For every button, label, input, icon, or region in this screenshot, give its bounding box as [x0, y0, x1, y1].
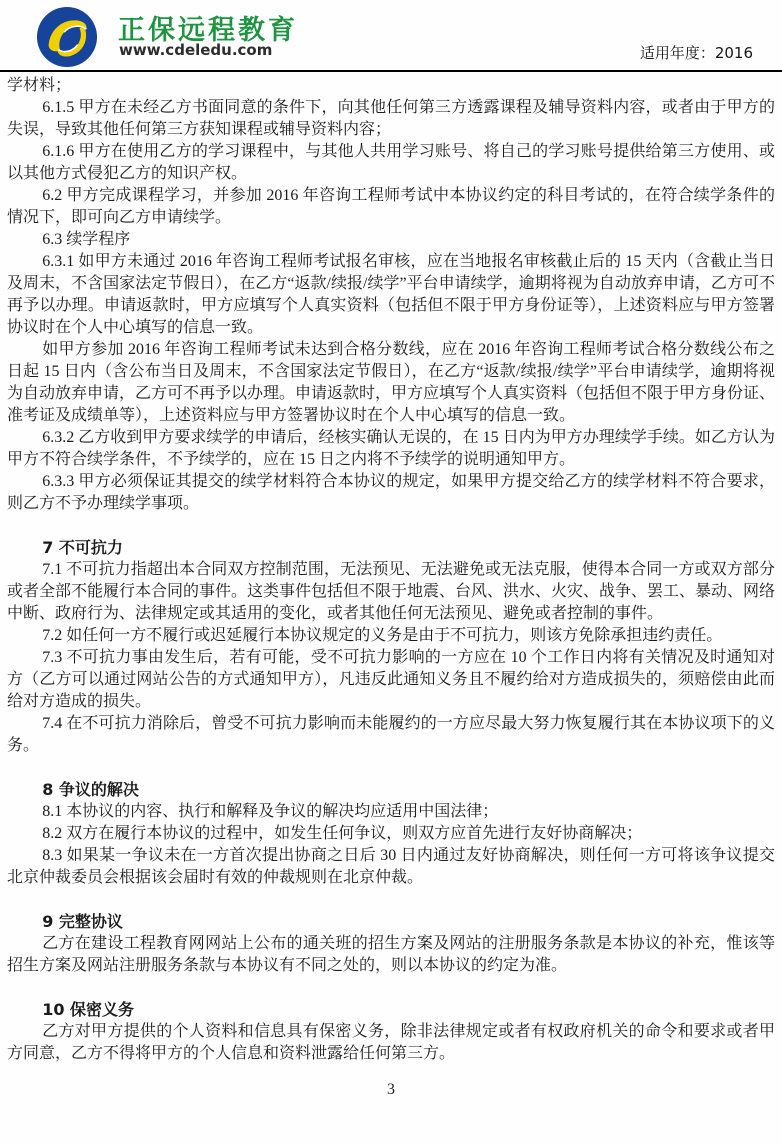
- brand-swirl-logo-icon: [36, 6, 98, 68]
- paragraph: 6.1.6 甲方在使用乙方的学习课程中，与其他人共用学习账号、将自己的学习账号提供给第三方使用、或以其他方式侵犯乙方的知识产权。: [7, 143, 775, 182]
- paragraph: 6.3.3 甲方必须保证其提交的续学材料符合本协议的规定，如果甲方提交给乙方的续学材料不符合要求，则乙方不予办理续学事项。: [7, 473, 775, 512]
- page-number: 3: [387, 1081, 395, 1098]
- paragraph: 乙方在建设工程教育网网站上公布的通关班的招生方案及网站的注册服务条款是本协议的补充，惟该等招生方案及网站注册服务条款与本协议有不同之处的，则以本协议的约定为准。: [7, 935, 775, 974]
- paragraph: 8.1 本协议的内容、执行和解释及争议的解决均应适用中国法律；: [42, 803, 499, 820]
- section-heading: 7 不可抗力: [42, 538, 123, 557]
- paragraph: 如甲方参加 2016 年咨询工程师考试未达到合格分数线，应在 2016 年咨询工程师考试合格分数线公布之日起 15 日内（含公布当日及周末，不含国家法定节假日），在乙方“返款/续报/续学”平台申请续学，逾期将视为自动放弃申请，乙方可不再予以办理。申请返款时，甲方应填写个人真实资料（包括但不限于甲方身份证、准考证及成绩单等），上述资料应与甲方签署协议时在个人中心填写的信息一致。: [7, 341, 776, 424]
- paragraph: 6.3.2 乙方收到甲方要求续学的申请后，经核实确认无误的，在 15 日内为甲方办理续学手续。如乙方认为甲方不符合续学条件，不予续学的，应在 15 日之内将不予续学的说明通知甲方。: [7, 429, 775, 468]
- section-heading: 8 争议的解决: [42, 780, 139, 799]
- paragraph: 6.2 甲方完成课程学习，并参加 2016 年咨询工程师考试中本协议约定的科目考试的，在符合续学条件的情况下，即可向乙方申请续学。: [7, 187, 775, 226]
- section-heading: 9 完整协议: [42, 912, 123, 931]
- paragraph: 7.2 如任何一方不履行或迟延履行本协议规定的义务是由于不可抗力，则该方免除承担违约责任。: [42, 627, 723, 644]
- paragraph: 6.3 续学程序: [42, 231, 131, 248]
- brand-url: www.cdeledu.com: [119, 41, 273, 59]
- page-header: [0, 0, 782, 72]
- paragraph: 7.1 不可抗力指超出本合同双方控制范围，无法预见、无法避免或无法克服，使得本合同一方或双方部分或者全部不能履行本合同的事件。这类事件包括但不限于地震、台风、洪水、火灾、战争、罢工、暴动、网络中断、政府行为、法律规定或其适用的变化，或者其他任何无法预见、避免或者控制的事件。: [7, 561, 776, 622]
- section-heading: 10 保密义务: [42, 1000, 135, 1019]
- applicable-year-label: 适用年度：2016: [639, 44, 753, 62]
- document-body: [0, 72, 782, 1065]
- paragraph: 6.3.1 如甲方未通过 2016 年咨询工程师考试报名审核，应在当地报名审核截止后的 15 天内（含截止当日及周末，不含国家法定节假日），在乙方“返款/续报/续学”平台申请续学，逾期将视为自动放弃申请，乙方可不再予以办理。申请返款时，甲方应填写个人真实资料（包括但不限于甲方身份证等），上述资料应与甲方签署协议时在个人中心填写的信息一致。: [7, 253, 775, 336]
- paragraph: 7.3 不可抗力事由发生后，若有可能，受不可抗力影响的一方应在 10 个工作日内将有关情况及时通知对方（乙方可以通过网站公告的方式通知甲方），凡违反此通知义务且不履约给对方造成损失的，须赔偿由此而给对方造成的损失。: [7, 649, 775, 710]
- paragraph: 8.2 双方在履行本协议的过程中，如发生任何争议，则双方应首先进行友好协商解决；: [42, 825, 643, 842]
- paragraph: 7.4 在不可抗力消除后，曾受不可抗力影响而未能履约的一方应尽最大努力恢复履行其在本协议项下的义务。: [7, 715, 775, 754]
- paragraph: 乙方对甲方提供的个人资料和信息具有保密义务，除非法律规定或者有权政府机关的命令和要求或者甲方同意，乙方不得将甲方的个人信息和资料泄露给任何第三方。: [7, 1023, 775, 1062]
- paragraph: 8.3 如果某一争议未在一方首次提出协商之日后 30 日内通过友好协商解决，则任何一方可将该争议提交北京仲裁委员会根据该会届时有效的仲裁规则在北京仲裁。: [7, 847, 775, 886]
- brand-name: 正保远程教育: [118, 15, 298, 46]
- paragraph: 学材料；: [7, 77, 72, 94]
- paragraph: 6.1.5 甲方在未经乙方书面同意的条件下，向其他任何第三方透露课程及辅导资料内容，或者由于甲方的失误，导致其他任何第三方获知课程或辅导资料内容；: [7, 99, 775, 138]
